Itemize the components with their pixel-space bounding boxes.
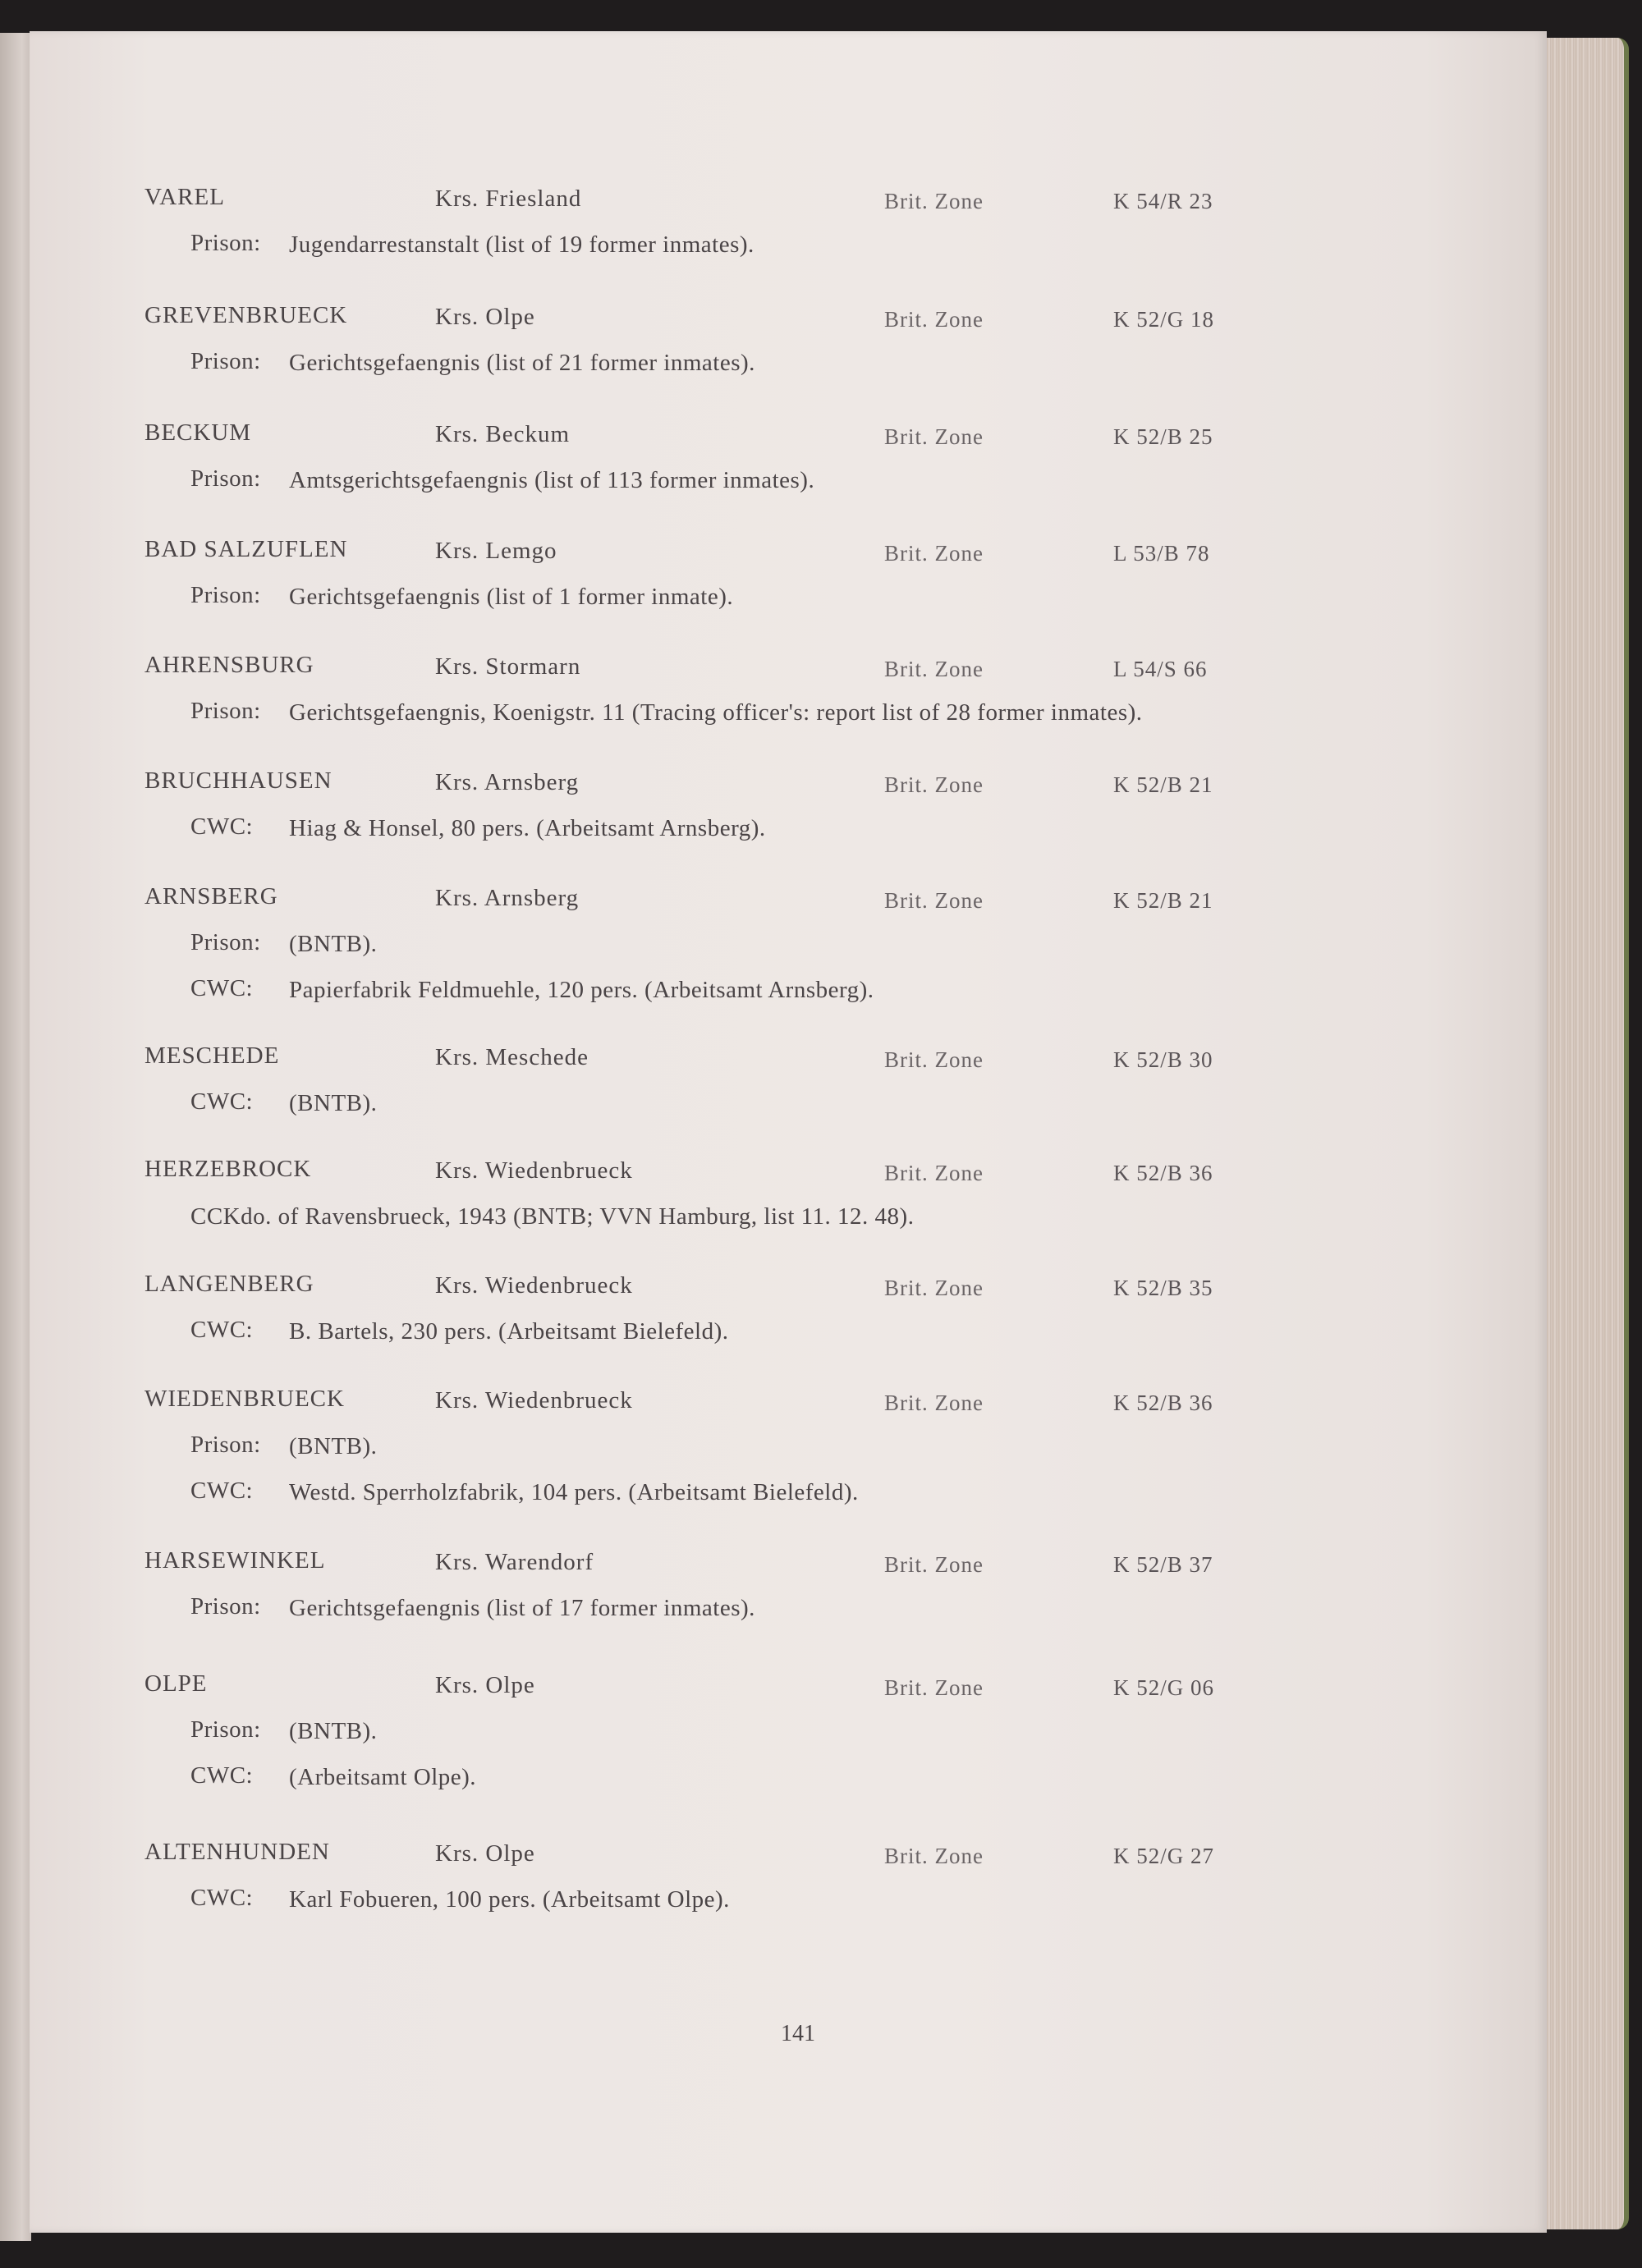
place-name: BAD SALZUFLEN xyxy=(144,536,348,562)
directory-entry xyxy=(144,1271,1425,1349)
detail-label: Prison: xyxy=(190,582,261,608)
zone-label: Brit. Zone xyxy=(884,307,984,332)
zone-label: Brit. Zone xyxy=(884,424,984,449)
place-name: ARNSBERG xyxy=(144,883,278,909)
entry-detail xyxy=(144,569,1425,615)
detail-text: (BNTB). xyxy=(289,1718,378,1744)
district-name: Krs. Olpe xyxy=(435,304,535,330)
entry-detail xyxy=(144,1464,1425,1510)
entry-heading xyxy=(144,1271,1425,1304)
entry-heading xyxy=(144,184,1425,217)
grid-reference: K 52/G 18 xyxy=(1113,307,1214,332)
place-name: BECKUM xyxy=(144,419,252,446)
entry-detail xyxy=(144,335,1425,381)
detail-label: CWC: xyxy=(190,1088,254,1115)
zone-label: Brit. Zone xyxy=(884,1391,984,1415)
entry-heading xyxy=(144,767,1425,800)
grid-reference: K 54/R 23 xyxy=(1113,189,1213,213)
entry-heading xyxy=(144,1156,1425,1189)
place-name: BRUCHHAUSEN xyxy=(144,767,333,794)
grid-reference: K 52/B 35 xyxy=(1113,1276,1213,1300)
detail-label: CWC: xyxy=(190,1762,254,1789)
district-name: Krs. Olpe xyxy=(435,1840,535,1867)
detail-text: Gerichtsgefaengnis (list of 1 former inmate). xyxy=(289,584,734,610)
zone-label: Brit. Zone xyxy=(884,1276,984,1300)
grid-reference: L 53/B 78 xyxy=(1113,541,1210,566)
place-name: HERZEBROCK xyxy=(144,1156,312,1182)
entry-detail xyxy=(144,1703,1425,1749)
place-name: GREVENBRUECK xyxy=(144,302,348,328)
detail-label: Prison: xyxy=(190,465,261,492)
district-name: Krs. Stormarn xyxy=(435,653,581,680)
directory-entry xyxy=(144,883,1425,1008)
district-name: Krs. Arnsberg xyxy=(435,769,580,795)
directory-entry xyxy=(144,1042,1425,1121)
entry-detail xyxy=(144,1189,1425,1235)
directory-entry xyxy=(144,1156,1425,1235)
district-name: Krs. Beckum xyxy=(435,421,571,447)
grid-reference: K 52/B 36 xyxy=(1113,1161,1213,1185)
detail-label: CWC: xyxy=(190,1317,254,1343)
detail-text: Hiag & Honsel, 80 pers. (Arbeitsamt Arnsberg). xyxy=(289,815,766,841)
entry-detail xyxy=(144,800,1425,846)
detail-text: Gerichtsgefaengnis, Koenigstr. 11 (Tracing officer's: report list of 28 former inmates). xyxy=(289,699,1143,726)
directory-entry xyxy=(144,536,1425,615)
entry-detail xyxy=(144,1580,1425,1626)
grid-reference: K 52/G 27 xyxy=(1113,1844,1214,1868)
grid-reference: K 52/B 30 xyxy=(1113,1047,1213,1072)
entry-heading xyxy=(144,1042,1425,1075)
entry-detail xyxy=(144,217,1425,263)
zone-label: Brit. Zone xyxy=(884,189,984,213)
district-name: Krs. Friesland xyxy=(435,186,582,212)
district-name: Krs. Arnsberg xyxy=(435,885,580,911)
detail-text: (BNTB). xyxy=(289,1433,378,1459)
entry-detail xyxy=(144,916,1425,962)
entry-detail xyxy=(144,1872,1425,1917)
detail-label: Prison: xyxy=(190,1432,261,1458)
directory-entry xyxy=(144,419,1425,498)
detail-label: CWC: xyxy=(190,975,254,1001)
entry-detail xyxy=(144,1075,1425,1121)
place-name: ALTENHUNDEN xyxy=(144,1839,330,1865)
detail-label: Prison: xyxy=(190,698,261,724)
district-name: Krs. Wiedenbrueck xyxy=(435,1157,633,1184)
entry-heading xyxy=(144,883,1425,916)
entry-detail xyxy=(144,1749,1425,1795)
entry-heading xyxy=(144,536,1425,569)
directory-entry xyxy=(144,652,1425,731)
zone-label: Brit. Zone xyxy=(884,657,984,681)
grid-reference: K 52/B 37 xyxy=(1113,1552,1213,1577)
directory-entry xyxy=(144,767,1425,846)
detail-text: Westd. Sperrholzfabrik, 104 pers. (Arbeitsamt Bielefeld). xyxy=(289,1479,859,1505)
detail-text: Papierfabrik Feldmuehle, 120 pers. (Arbeitsamt Arnsberg). xyxy=(289,977,874,1003)
entry-heading xyxy=(144,1547,1425,1580)
district-name: Krs. Wiedenbrueck xyxy=(435,1272,633,1299)
page-content xyxy=(30,31,1547,2233)
detail-label: Prison: xyxy=(190,230,261,256)
detail-label: CWC: xyxy=(190,1885,254,1911)
detail-label: CWC: xyxy=(190,813,254,840)
place-name: AHRENSBURG xyxy=(144,652,314,678)
detail-text: Gerichtsgefaengnis (list of 21 former inmates). xyxy=(289,350,755,376)
zone-label: Brit. Zone xyxy=(884,1047,984,1072)
grid-reference: K 52/B 21 xyxy=(1113,772,1213,797)
entry-heading xyxy=(144,1839,1425,1872)
entry-heading xyxy=(144,1386,1425,1418)
directory-entry xyxy=(144,1547,1425,1626)
zone-label: Brit. Zone xyxy=(884,1552,984,1577)
district-name: Krs. Lemgo xyxy=(435,538,557,564)
detail-text: Jugendarrestanstalt (list of 19 former inmates). xyxy=(289,231,754,258)
place-name: WIEDENBRUECK xyxy=(144,1386,345,1412)
detail-text: Gerichtsgefaengnis (list of 17 former inmates). xyxy=(289,1595,755,1621)
zone-label: Brit. Zone xyxy=(884,1161,984,1185)
zone-label: Brit. Zone xyxy=(884,888,984,913)
place-name: HARSEWINKEL xyxy=(144,1547,326,1574)
detail-text: Amtsgerichtsgefaengnis (list of 113 former inmates). xyxy=(289,467,815,493)
zone-label: Brit. Zone xyxy=(884,1675,984,1700)
entry-heading xyxy=(144,302,1425,335)
grid-reference: K 52/B 36 xyxy=(1113,1391,1213,1415)
grid-reference: K 52/B 21 xyxy=(1113,888,1213,913)
place-name: MESCHEDE xyxy=(144,1042,280,1069)
detail-text: CCKdo. of Ravensbrueck, 1943 (BNTB; VVN Hamburg, list 11. 12. 48). xyxy=(190,1203,915,1230)
entry-heading xyxy=(144,1670,1425,1703)
district-name: Krs. Warendorf xyxy=(435,1549,594,1575)
directory-entry xyxy=(144,1386,1425,1510)
grid-reference: K 52/B 25 xyxy=(1113,424,1213,449)
place-name: OLPE xyxy=(144,1670,208,1697)
page-stack-edge xyxy=(1534,38,1629,2229)
facing-page-edge xyxy=(0,33,31,2241)
district-name: Krs. Wiedenbrueck xyxy=(435,1387,633,1413)
entry-heading xyxy=(144,652,1425,685)
entry-heading xyxy=(144,419,1425,452)
district-name: Krs. Meschede xyxy=(435,1044,589,1070)
detail-text: (BNTB). xyxy=(289,1090,378,1116)
directory-entry xyxy=(144,184,1425,263)
detail-label: Prison: xyxy=(190,348,261,374)
place-name: VAREL xyxy=(144,184,225,210)
book-page xyxy=(30,31,1547,2233)
detail-label: Prison: xyxy=(190,1593,261,1620)
zone-label: Brit. Zone xyxy=(884,772,984,797)
page-number: 141 xyxy=(781,2021,815,2046)
entry-detail xyxy=(144,685,1425,731)
zone-label: Brit. Zone xyxy=(884,1844,984,1868)
entry-detail xyxy=(144,1304,1425,1349)
detail-text: B. Bartels, 230 pers. (Arbeitsamt Bielefeld). xyxy=(289,1318,729,1345)
detail-text: Karl Fobueren, 100 pers. (Arbeitsamt Olpe). xyxy=(289,1886,730,1913)
detail-text: (BNTB). xyxy=(289,931,378,957)
entry-detail xyxy=(144,1418,1425,1464)
zone-label: Brit. Zone xyxy=(884,541,984,566)
directory-entry xyxy=(144,302,1425,381)
entry-detail xyxy=(144,962,1425,1008)
directory-entry xyxy=(144,1839,1425,1917)
detail-label: Prison: xyxy=(190,929,261,955)
detail-text: (Arbeitsamt Olpe). xyxy=(289,1764,477,1790)
grid-reference: L 54/S 66 xyxy=(1113,657,1208,681)
entry-detail xyxy=(144,452,1425,498)
place-name: LANGENBERG xyxy=(144,1271,314,1297)
directory-entry xyxy=(144,1670,1425,1795)
grid-reference: K 52/G 06 xyxy=(1113,1675,1214,1700)
detail-label: CWC: xyxy=(190,1478,254,1504)
district-name: Krs. Olpe xyxy=(435,1672,535,1698)
detail-label: Prison: xyxy=(190,1716,261,1743)
